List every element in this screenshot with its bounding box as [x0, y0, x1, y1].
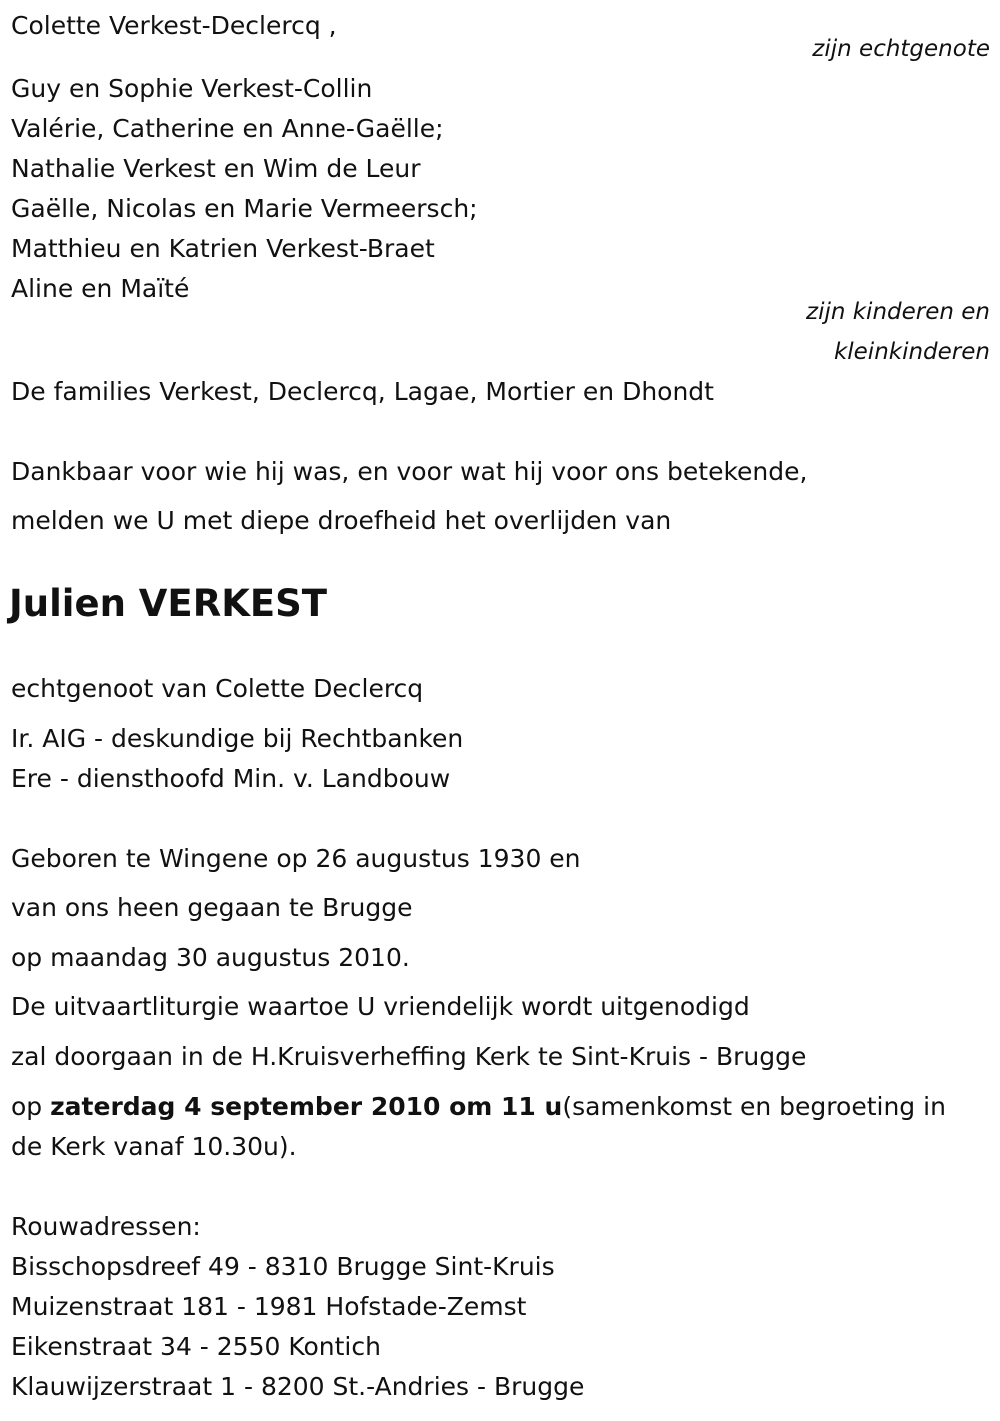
child-line-3: Nathalie Verkest en Wim de Leur: [11, 154, 421, 183]
address-4: Klauwijzerstraat 1 - 8200 St.-Andries - Brugge: [11, 1372, 585, 1401]
spouse-role: zijn echtgenote: [812, 36, 990, 62]
address-1: Bisschopsdreef 49 - 8310 Brugge Sint-Kruis: [11, 1252, 555, 1281]
children-role-line-2: kleinkinderen: [833, 339, 990, 365]
child-line-1: Guy en Sophie Verkest-Collin: [11, 74, 373, 103]
funeral-date: zaterdag 4 september 2010 om 11 u: [50, 1092, 563, 1121]
child-line-4: Gaëlle, Nicolas en Marie Vermeersch;: [11, 194, 478, 223]
announcement-line-1: Dankbaar voor wie hij was, en voor wat hij voor ons betekende,: [11, 457, 808, 486]
location-line: zal doorgaan in de H.Kruisverheffing Kerk te Sint-Kruis - Brugge: [11, 1042, 807, 1071]
address-3: Eikenstraat 34 - 2550 Kontich: [11, 1332, 381, 1361]
deceased-title-1: Ir. AIG - deskundige bij Rechtbanken: [11, 724, 464, 753]
funeral-paragraph: [11, 1087, 971, 1167]
children-role-line-1: zijn kinderen en: [806, 299, 990, 325]
passed-line: van ons heen gegaan te Brugge: [11, 893, 413, 922]
born-line: Geboren te Wingene op 26 augustus 1930 en: [11, 844, 581, 873]
spouse-name: Colette Verkest-Declercq ,: [11, 11, 337, 40]
death-date-line: op maandag 30 augustus 2010.: [11, 943, 410, 972]
child-line-6: Aline en Maïté: [11, 274, 190, 303]
deceased-relation: echtgenoot van Colette Declercq: [11, 674, 424, 703]
announcement-line-2: melden we U met diepe droefheid het overlijden van: [11, 506, 672, 535]
deceased-name: Julien VERKEST: [9, 582, 328, 625]
address-2: Muizenstraat 181 - 1981 Hofstade-Zemst: [11, 1292, 527, 1321]
invitation-line: De uitvaartliturgie waartoe U vriendelijk wordt uitgenodigd: [11, 992, 750, 1021]
addresses-heading: Rouwadressen:: [11, 1212, 201, 1241]
families-line: De families Verkest, Declercq, Lagae, Mortier en Dhondt: [11, 377, 714, 406]
deceased-title-2: Ere - diensthoofd Min. v. Landbouw: [11, 764, 451, 793]
child-line-2: Valérie, Catherine en Anne-Gaëlle;: [11, 114, 444, 143]
child-line-5: Matthieu en Katrien Verkest-Braet: [11, 234, 435, 263]
funeral-suffix: (samenkomst en begroeting in de Kerk vanaf 10.30u).: [11, 1092, 946, 1161]
funeral-prefix: op: [11, 1092, 51, 1121]
